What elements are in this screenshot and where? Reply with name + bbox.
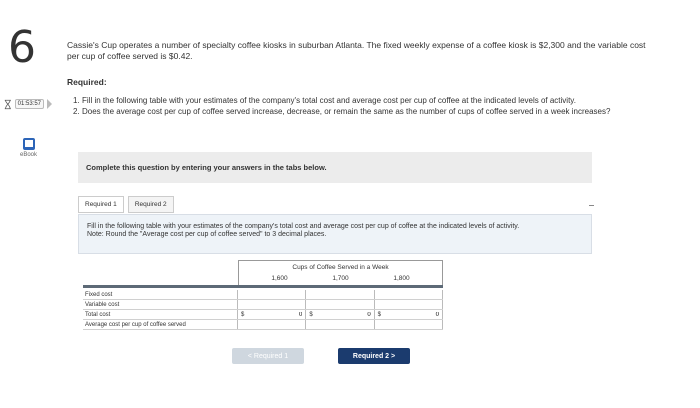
table-row: [83, 310, 443, 320]
requirement-2: 2. Does the average cost per cup of coffee served increase, decrease, or remain the same as the number of cups of coffee served in a week increases?: [73, 107, 611, 116]
table-cell: [375, 310, 443, 319]
cell-input[interactable]: [262, 310, 302, 319]
row-label: Variable cost: [83, 300, 238, 309]
table-header-title: Cups of Coffee Served in a Week: [292, 264, 389, 271]
cell-input[interactable]: [331, 320, 371, 329]
table-cell: [306, 300, 374, 309]
row-label: Average cost per cup of coffee served: [83, 320, 238, 329]
table-row: [83, 320, 443, 330]
problem-text: Cassie's Cup operates a number of specialty coffee kiosks in suburban Atlanta. The fixed weekly expense of a coffee kiosk is $2,300 and the variable cost per cup of coffee served is $0.42.: [67, 40, 646, 61]
next-button[interactable]: Required 2 >: [338, 348, 410, 364]
table-cell: [375, 300, 443, 309]
table-row: [83, 290, 443, 300]
table-row: [83, 300, 443, 310]
book-icon: [23, 138, 35, 150]
timer-arrow-icon[interactable]: [47, 99, 52, 109]
row-cells: [238, 290, 443, 299]
hourglass-icon: [4, 98, 12, 111]
cell-input[interactable]: [331, 300, 371, 309]
column-header: 1,600: [271, 275, 288, 282]
tab-required-2[interactable]: Required 2: [128, 196, 174, 213]
row-label: Total cost: [83, 310, 238, 319]
table-cell: [306, 290, 374, 299]
required-description: Fill in the following table with your estimates of the company's total cost and average cost per cup of coffee at the indicated levels of activity. Note: Round the "Average cost per cup of coffee served" to 3 decimal places.: [87, 223, 587, 239]
table-cell: [306, 310, 374, 319]
column-header: 1,700: [332, 275, 349, 282]
column-headers: [239, 275, 442, 282]
table-cell: [238, 300, 306, 309]
timer-value: 01:53:57: [15, 99, 44, 109]
rounding-note: Note: Round the "Average cost per cup of coffee served" to 3 decimal places.: [87, 231, 327, 238]
table-rows: [83, 290, 443, 330]
cell-input[interactable]: [399, 320, 439, 329]
cell-input[interactable]: [262, 300, 302, 309]
cell-input[interactable]: [331, 290, 371, 299]
cell-input[interactable]: [262, 320, 302, 329]
currency-symbol: $: [377, 312, 381, 318]
table-cell: [375, 290, 443, 299]
table-header-bar: [83, 285, 443, 288]
requirements-list: [73, 96, 653, 118]
row-cells: [238, 300, 443, 309]
required-heading: Required:: [67, 77, 107, 87]
table-header: [238, 260, 443, 288]
table-cell: [238, 310, 306, 319]
row-cells: [238, 310, 443, 319]
timer: [4, 96, 52, 112]
instruction-text: Complete this question by entering your answers in the tabs below.: [86, 163, 327, 172]
column-header: 1,800: [393, 275, 410, 282]
dash-mark: [589, 205, 594, 206]
nav-buttons: [232, 348, 410, 364]
currency-symbol: $: [309, 312, 313, 318]
cell-input[interactable]: [399, 290, 439, 299]
table-cell: [306, 320, 374, 329]
requirement-1: 1. Fill in the following table with your estimates of the company's total cost and average cost per cup of coffee at the indicated levels of activity.: [73, 96, 576, 105]
currency-symbol: $: [241, 312, 245, 318]
prev-button[interactable]: < Required 1: [232, 348, 304, 364]
table-cell: [238, 290, 306, 299]
tab-required-1[interactable]: Required 1: [78, 196, 124, 213]
row-cells: [238, 320, 443, 329]
ebook-label: eBook: [20, 152, 38, 158]
cell-input[interactable]: [399, 310, 439, 319]
table-cell: [238, 320, 306, 329]
tab-bar: [78, 196, 174, 213]
table-cell: [375, 320, 443, 329]
row-label: Fixed cost: [83, 290, 238, 299]
instruction-panel: [78, 152, 592, 183]
cell-input[interactable]: [331, 310, 371, 319]
cell-input[interactable]: [399, 300, 439, 309]
ebook-link[interactable]: [20, 138, 44, 158]
question-number: 6: [8, 22, 36, 73]
cell-input[interactable]: [262, 290, 302, 299]
required-description-box: [78, 214, 592, 254]
